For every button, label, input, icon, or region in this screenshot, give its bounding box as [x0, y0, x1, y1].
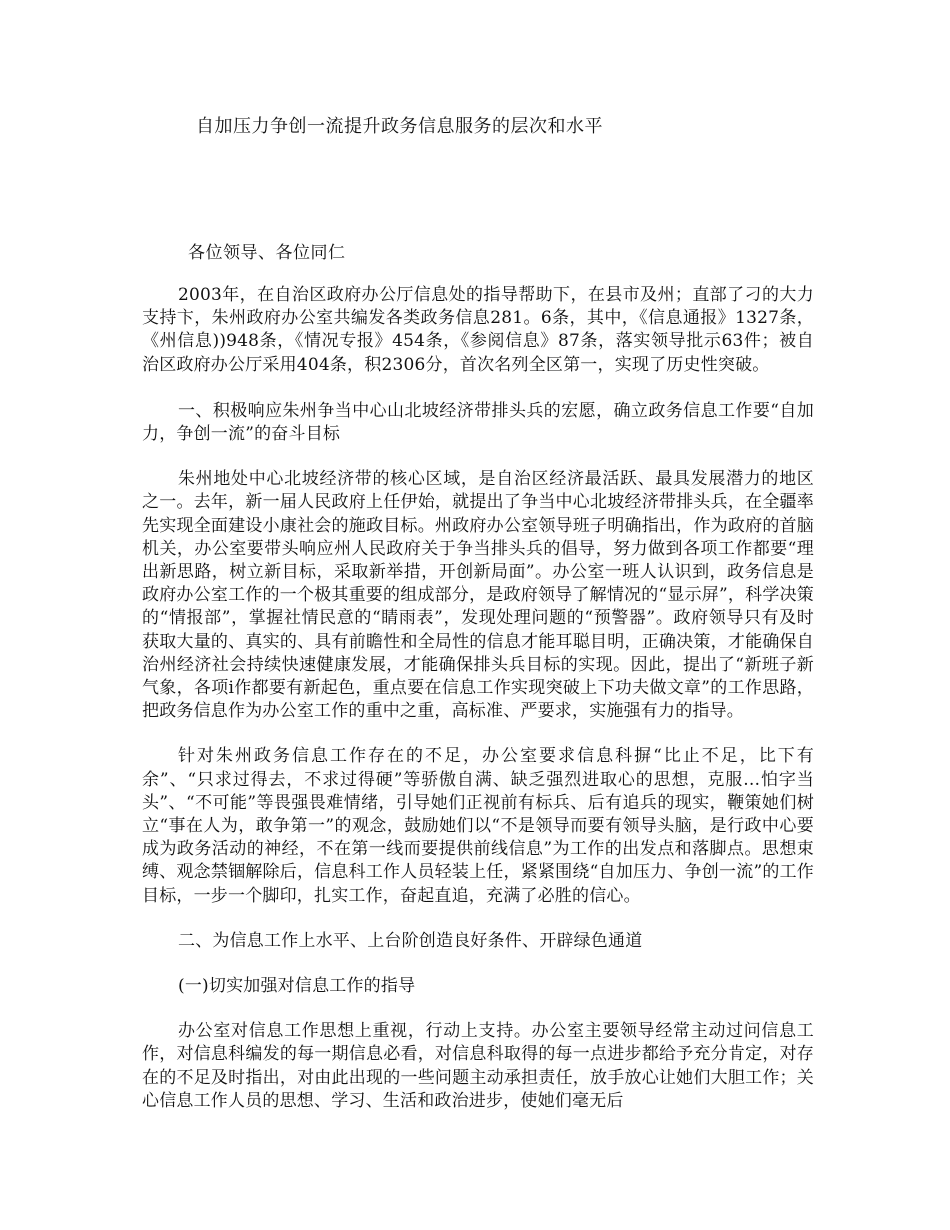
salutation: 各位领导、各位同仁 [188, 243, 346, 263]
subsection-heading-1: (一)切实加强对信息工作的指导 [178, 976, 416, 997]
section-heading-1: 一、积极响应朱州争当中心山北坡经济带排头兵的宏愿，确立政务信息工作要“自加力，争创一流”的奋斗目标 [142, 400, 814, 445]
document-title: 自加压力争创一流提升政务信息服务的层次和水平 [196, 116, 603, 137]
paragraph-body-1: 朱州地处中心北坡经济带的核心区域，是自治区经济最活跃、最具发展潜力的地区之一。去年，新一届人民政府上任伊始，就提出了争当中心北坡经济带排头兵，在全疆率先实现全面建设小康社会的施政目标。州政府办公室领导班子明确指出，作为政府的首脑机关，办公室要带头响应州人民政府关于争当排头兵的倡导，努力做到各项工作都要“理出新思路，树立新目标，采取新举措，开创新局面”。办公室一班人认识到，政务信息是政府办公室工作的一个极其重要的组成部分，是政府领导了解情况的“显示屏”，科学决策的“情报部”，掌握社情民意的“睛雨表”，发现处理问题的“预警器”。政府领导只有及时获取大量的、真实的、具有前瞻性和全局性的信息才能耳聪目明，正确决策，才能确保自治州经济社会持续快速健康发展，才能确保排头兵目标的实现。因此，提出了“新班子新气象，各项i作都要有新起色，重点要在信息工作实现突破上下功夫做文章”的工作思路，把政务信息作为办公室工作的重中之重，高标准、严要求，实施强有力的指导。 [142, 469, 814, 722]
paragraph-body-3: 办公室对信息工作思想上重视，行动上支持。办公室主要领导经常主动过问信息工作，对信息科编发的每一期信息必看，对信息科取得的每一点进步都给予充分肯定，对存在的不足及时指出，对由此出现的一些问题主动承担责任，放手放心让她们大胆工作；关心信息工作人员的思想、学习、生活和政治进步，使她们毫无后 [142, 1021, 814, 1111]
body-text [142, 284, 814, 1113]
paragraph-body-2: 针对朱州政务信息工作存在的不足，办公室要求信息科摒“比止不足，比下有余”、“只求过得去，不求过得硬”等骄傲自满、缺乏强烈进取心的思想，克服…怕字当头”、“不可能”等畏强畏难情绪，引导她们正视前有标兵、后有追兵的现实，鞭策她们树立“事在人为，敢争第一”的观念，鼓励她们以“不是领导而要有领导头脑，是行政中心要成为政务活动的神经，不在第一线而要提供前线信息”为工作的出发点和落脚点。思想束缚、观念禁锢解除后，信息科工作人员轻装上任，紧紧围绕“自加压力、争创一流”的工作目标，一步一个脚印，扎实工作，奋起直追，充满了必胜的信心。 [142, 746, 814, 906]
paragraph-intro: 2003年，在自治区政府办公厅信息处的指导帮助下，在县市及州；直部了刁的大力支持卞，朱州政府办公室共编发各类政务信息281。6条，其中，《信息通报》1327条，《州信息))948条，《情况专报》454条，《参阅信息》87条，落实领导批示63件；被自治区政府办公厅采用404条，积2306分，首次名列全区第一，实现了历史性突破。 [142, 285, 814, 375]
section-heading-2: 二、为信息工作上水平、上台阶创造良好条件、开辟绿色通道 [178, 930, 643, 951]
